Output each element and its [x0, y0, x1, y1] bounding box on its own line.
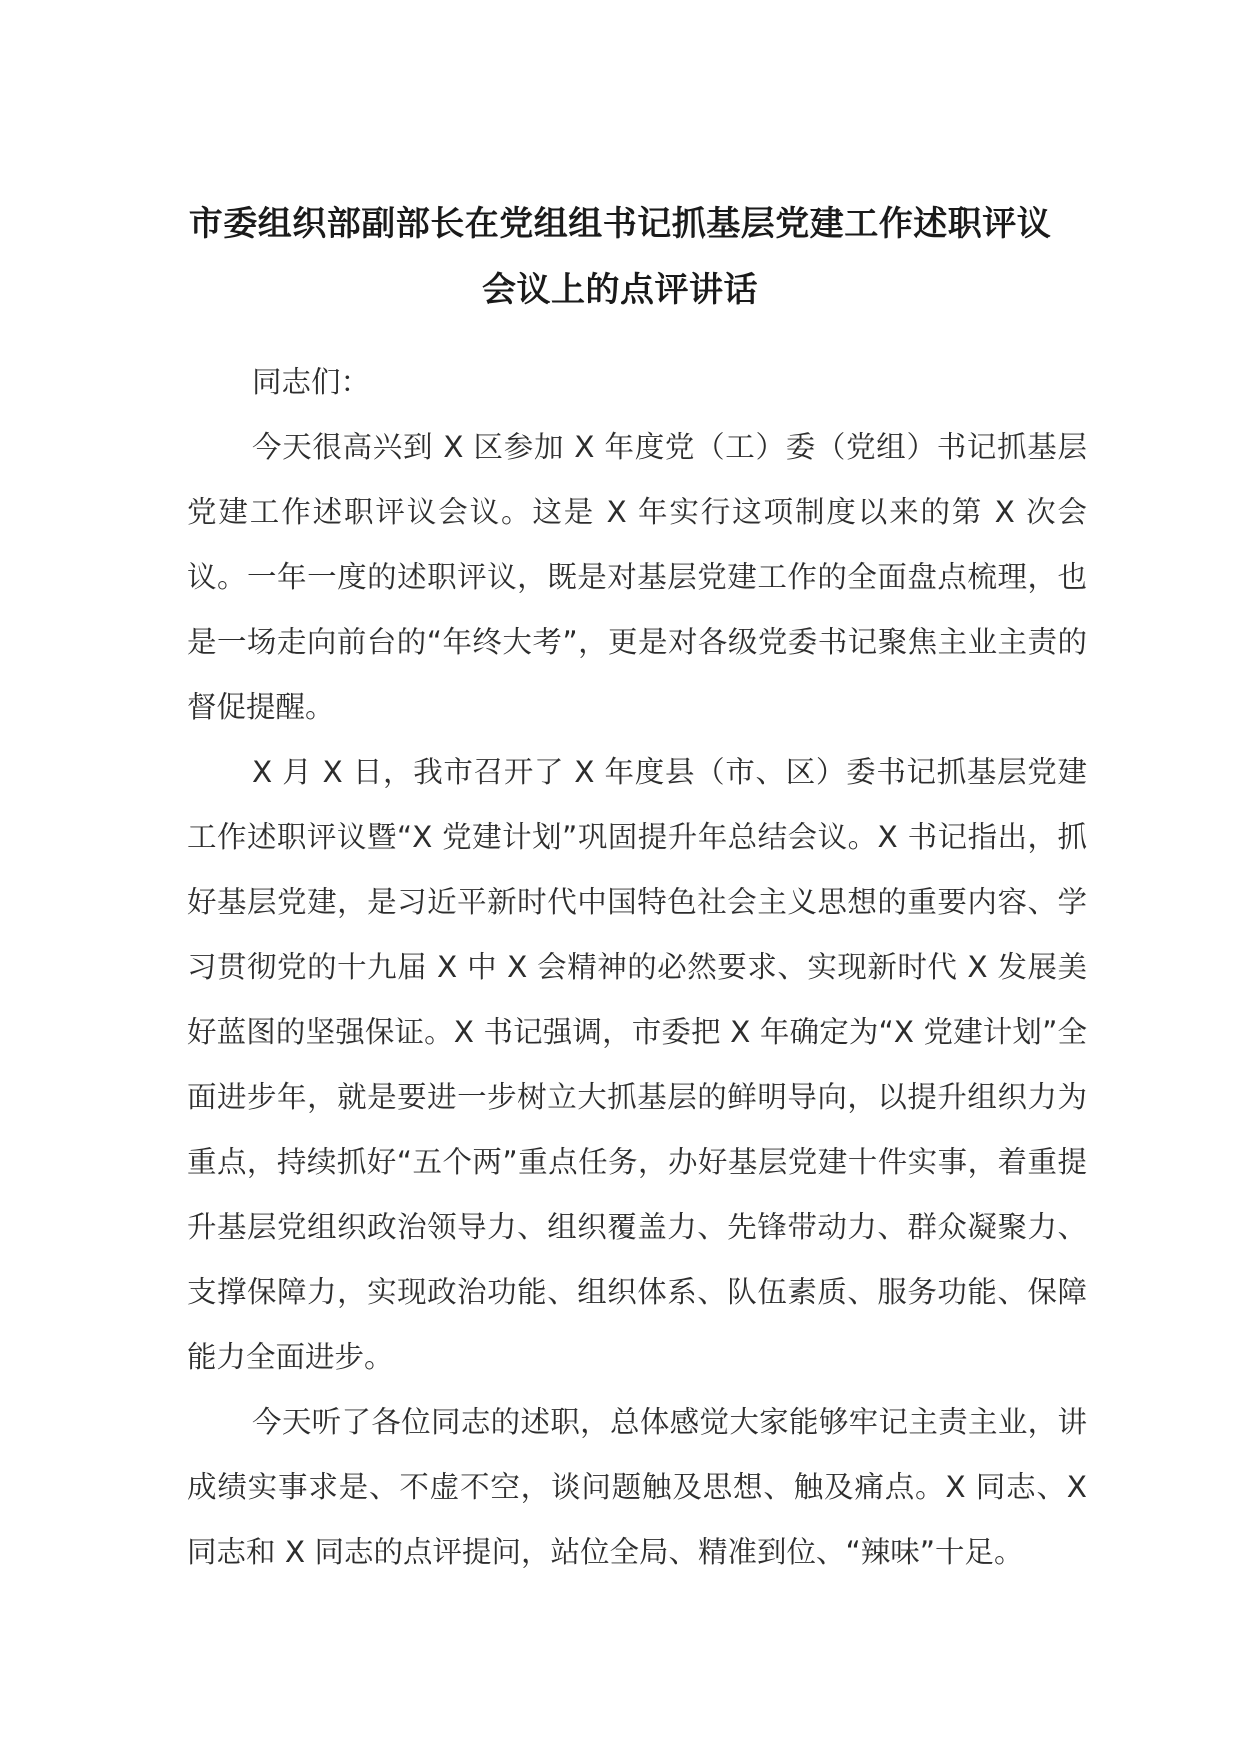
- paragraph-3: 今天听了各位同志的述职，总体感觉大家能够牢记主责主业，讲成绩实事求是、不虚不空，谈问题触及思想、触及痛点。X 同志、X 同志和 X 同志的点评提问，站位全局、精准到位、“辣味”十足。: [187, 1405, 1087, 1569]
- document-title-line-2: 会议上的点评讲话: [482, 270, 758, 310]
- document-body: [187, 350, 1087, 1585]
- greeting: 同志们：: [252, 365, 371, 399]
- paragraph-2: X 月 X 日，我市召开了 X 年度县（市、区）委书记抓基层党建工作述职评议暨“X 党建计划”巩固提升年总结会议。X 书记指出，抓好基层党建，是习近平新时代中国特色社会主义思想的重要内容、学习贯彻党的十九届 X 中 X 会精神的必然要求、实现新时代 X 发展美好蓝图的坚强保证。X 书记强调，市委把 X 年确定为“X 党建计划”全面进步年，就是要进一步树立大抓基层的鲜明导向，以提升组织力为重点，持续抓好“五个两”重点任务，办好基层党建十件实事，着重提升基层党组织政治领导力、组织覆盖力、先锋带动力、群众凝聚力、支撑保障力，实现政治功能、组织体系、队伍素质、服务功能、保障能力全面进步。: [187, 755, 1087, 1374]
- document-title-line-1: 市委组织部副部长在党组组书记抓基层党建工作述职评议: [188, 204, 1052, 244]
- paragraph-1: 今天很高兴到 X 区参加 X 年度党（工）委（党组）书记抓基层党建工作述职评议会议。这是 X 年实行这项制度以来的第 X 次会议。一年一度的述职评议，既是对基层党建工作的全面盘点梳理，也是一场走向前台的“年终大考”，更是对各级党委书记聚焦主业主责的督促提醒。: [187, 430, 1087, 724]
